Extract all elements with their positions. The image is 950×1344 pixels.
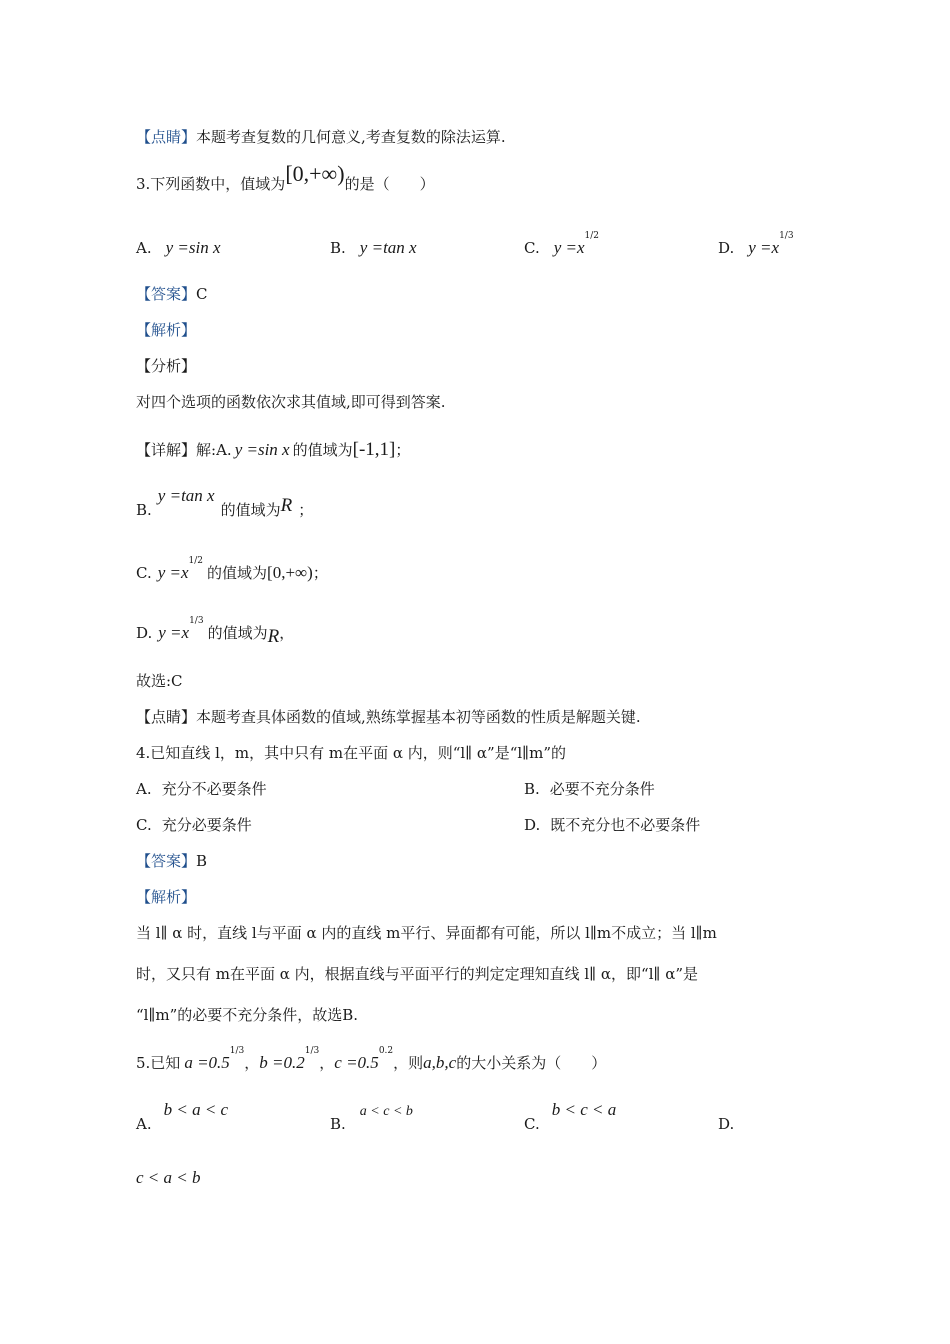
q3-detail-c: C. $y =x^{1/2}$的值域为[0,+∞)； xyxy=(136,556,328,582)
q5-stem: 5.已知 $a =0.5^{1/3}$，$b =0.2^{1/3}$，$c =0.5^{0.2}$，则a,b,c的大小关系为（ ） xyxy=(136,1046,607,1072)
q3-fenxi-label: 【分析】 xyxy=(136,357,197,375)
q5-option-b: B.a < c < b xyxy=(330,1104,413,1133)
q5-option-d: D. xyxy=(718,1115,735,1133)
q3-stem-range: [0,+∞) xyxy=(285,161,345,186)
q3-note: 【点睛】本题考查具体函数的值域,熟练掌握基本初等函数的性质是解题关键. xyxy=(136,708,641,726)
q3-answer: 【答案】C xyxy=(136,285,208,303)
q4-stem: 4.已知直线 l，m，其中只有 m在平面 α 内，则“l∥ α”是“l∥m”的 xyxy=(136,744,567,762)
q3-detail-b: B.y =tan x的值域为R ； xyxy=(136,486,314,519)
top-note-line xyxy=(136,127,506,147)
q4-explain-line-1: 当 l∥ α 时，直线 l与平面 α 内的直线 m平行、异面都有可能，所以 l∥m不成立；当 l∥m xyxy=(136,924,717,942)
q4-option-a: A. 充分不必要条件 xyxy=(136,780,267,798)
q3-detail-a: 【详解】解:A. y =sin x 的值域为[-1,1]； xyxy=(136,439,411,460)
q4-explain-line-2: 时，又只有 m在平面 α 内，根据直线与平面平行的判定定理知直线 l∥ α，即“l∥ α”是 xyxy=(136,965,699,983)
q3-analysis-text: 对四个选项的函数依次求其值域,即可得到答案. xyxy=(136,393,446,411)
q4-option-c: C. 充分必要条件 xyxy=(136,816,252,834)
q3-conclusion: 故选:C xyxy=(136,672,183,690)
q3-option-b: B. y =tan x xyxy=(330,238,417,257)
q3-option-c: C. $y =x^{1/2}$ xyxy=(524,231,600,257)
q5-option-a: A.b < a < c xyxy=(136,1100,229,1133)
q4-jiexi-label: 【解析】 xyxy=(136,888,197,906)
q5-option-c: C.b < c < a xyxy=(524,1100,617,1133)
q3-option-d: D. $y =x^{1/3}$ xyxy=(718,231,794,257)
q4-option-b: B. 必要不充分条件 xyxy=(524,780,655,798)
q3-stem: 3.下列函数中，值域为[0,+∞)的是（ ） xyxy=(136,161,435,193)
q5-option-d-expr: c < a < b xyxy=(136,1168,201,1187)
q4-explain-line-3: “l∥m”的必要不充分条件，故选B. xyxy=(136,1006,359,1024)
top-note-text: 本题考查复数的几何意义,考查复数的除法运算. xyxy=(196,128,506,146)
dianjing-label: 【点睛】 xyxy=(136,128,197,146)
q3-detail-d: D. $y =x^{1/3}$的值域为R， xyxy=(136,616,295,647)
q3-jiexi-label: 【解析】 xyxy=(136,321,197,339)
q3-option-a: A. y =sin x xyxy=(136,238,221,257)
q4-answer: 【答案】B xyxy=(136,852,208,870)
q4-option-d: D. 既不充分也不必要条件 xyxy=(524,816,701,834)
